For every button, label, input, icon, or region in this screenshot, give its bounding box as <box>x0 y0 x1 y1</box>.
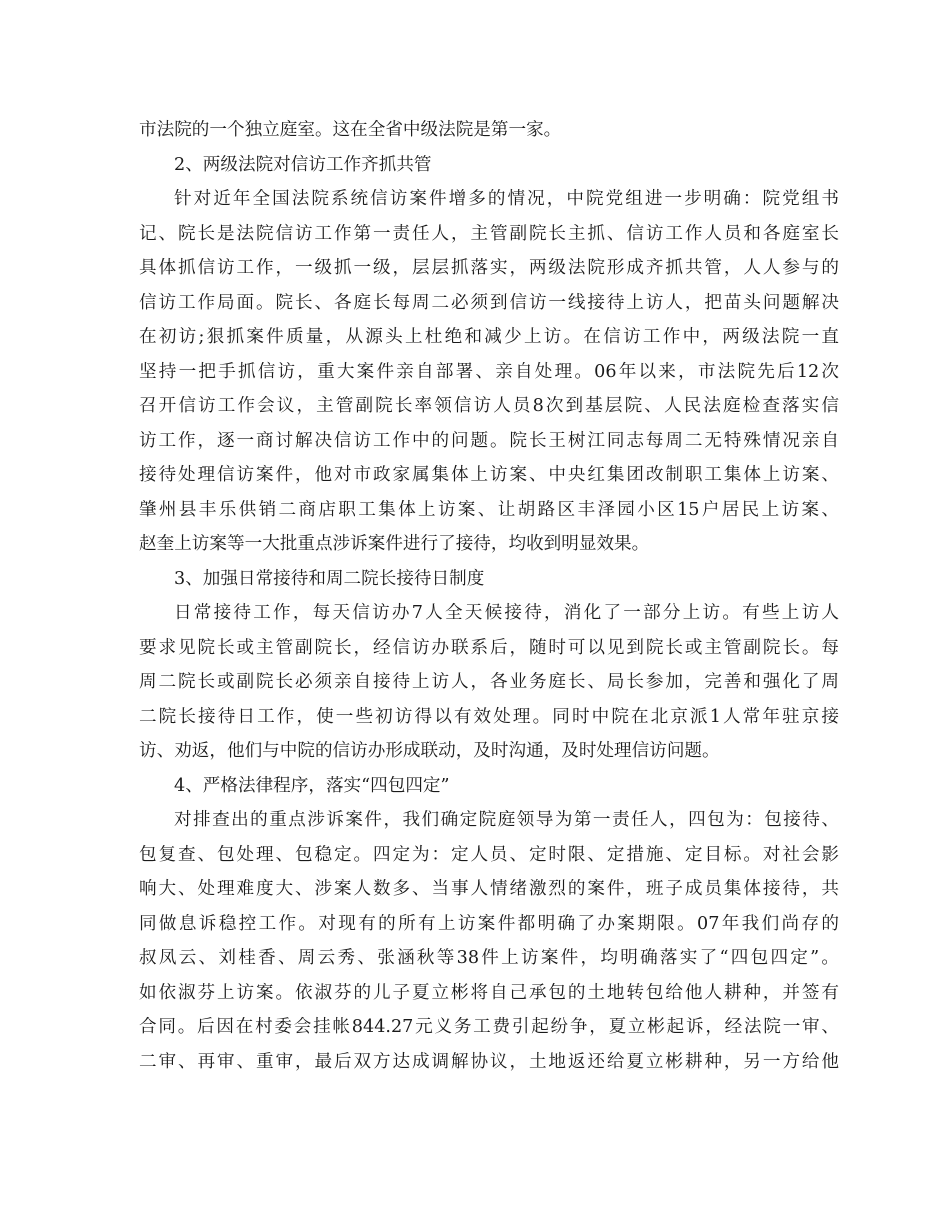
text-line: 合同。后因在村委会挂帐844.27元义务工费引起纷争，夏立彬起诉，经法院一审、 <box>139 1017 839 1037</box>
text-line: 叔凤云、刘桂香、周云秀、张涵秋等38件上访案件，均明确落实了“四包四定”。 <box>139 948 839 968</box>
text-line: 4、严格法律程序，落实“四包四定” <box>174 775 450 796</box>
text-line: 日常接待工作，每天信访办7人全天候接待，消化了一部分上访。有些上访人 <box>174 603 839 623</box>
text-line: 如依淑芬上访案。依淑芬的儿子夏立彬将自己承包的土地转包给他人耕种，并签有 <box>139 982 839 1003</box>
text-line: 二院长接待日工作，使一些初访得以有效处理。同时中院在北京派1人常年驻京接 <box>139 706 839 727</box>
text-line: 肇州县丰乐供销二商店职工集体上访案、让胡路区丰泽园小区15户居民上访案、 <box>139 499 839 520</box>
text-line: 接待处理信访案件，他对市政家属集体上访案、中央红集团改制职工集体上访案、 <box>139 465 839 485</box>
text-line: 信访工作局面。院长、各庭长每周二必须到信访一线接待上访人，把苗头问题解决 <box>139 292 839 313</box>
text-line: 对排查出的重点涉诉案件，我们确定院庭领导为第一责任人，四包为：包接待、 <box>174 810 839 830</box>
text-line: 在初访;狠抓案件质量，从源头上杜绝和减少上访。在信访工作中，两级法院一直 <box>139 327 839 347</box>
text-line: 针对近年全国法院系统信访案件增多的情况，中院党组进一步明确：院党组书 <box>174 189 839 209</box>
text-line: 召开信访工作会议，主管副院长率领信访人员8次到基层院、人民法庭检查落实信 <box>139 396 839 416</box>
text-line: 记、院长是法院信访工作第一责任人，主管副院长主抓、信访工作人员和各庭室长 <box>139 223 839 244</box>
text-line: 访、劝返，他们与中院的信访办形成联动，及时沟通，及时处理信访问题。 <box>139 741 720 761</box>
text-line: 具体抓信访工作，一级抓一级，层层抓落实，两级法院形成齐抓共管，人人参与的 <box>139 258 839 278</box>
text-line: 2、两级法院对信访工作齐抓共管 <box>174 154 432 175</box>
text-line: 包复查、包处理、包稳定。四定为：定人员、定时限、定措施、定目标。对社会影 <box>139 844 839 865</box>
text-line: 赵奎上访案等一大批重点涉诉案件进行了接待，均收到明显效果。 <box>139 534 650 554</box>
text-line: 3、加强日常接待和周二院长接待日制度 <box>174 568 485 589</box>
text-line: 周二院长或副院长必须亲自接待上访人，各业务庭长、局长参加，完善和强化了周 <box>139 672 839 692</box>
text-line: 访工作，逐一商讨解决信访工作中的问题。院长王树江同志每周二无特殊情况亲自 <box>139 430 839 451</box>
text-line: 坚持一把手抓信访，重大案件亲自部署、亲自处理。06年以来，市法院先后12次 <box>139 361 839 382</box>
text-line: 市法院的一个独立庭室。这在全省中级法院是第一家。 <box>139 120 562 140</box>
text-line: 二审、再审、重审，最后双方达成调解协议，土地返还给夏立彬耕种，另一方给他 <box>139 1051 839 1072</box>
text-line: 响大、处理难度大、涉案人数多、当事人情绪激烈的案件，班子成员集体接待，共 <box>139 879 839 899</box>
document-body <box>139 113 839 1079</box>
text-line: 要求见院长或主管副院长，经信访办联系后，随时可以见到院长或主管副院长。每 <box>139 637 839 658</box>
text-line: 同做息诉稳控工作。对现有的所有上访案件都明确了办案期限。07年我们尚存的 <box>139 913 839 934</box>
